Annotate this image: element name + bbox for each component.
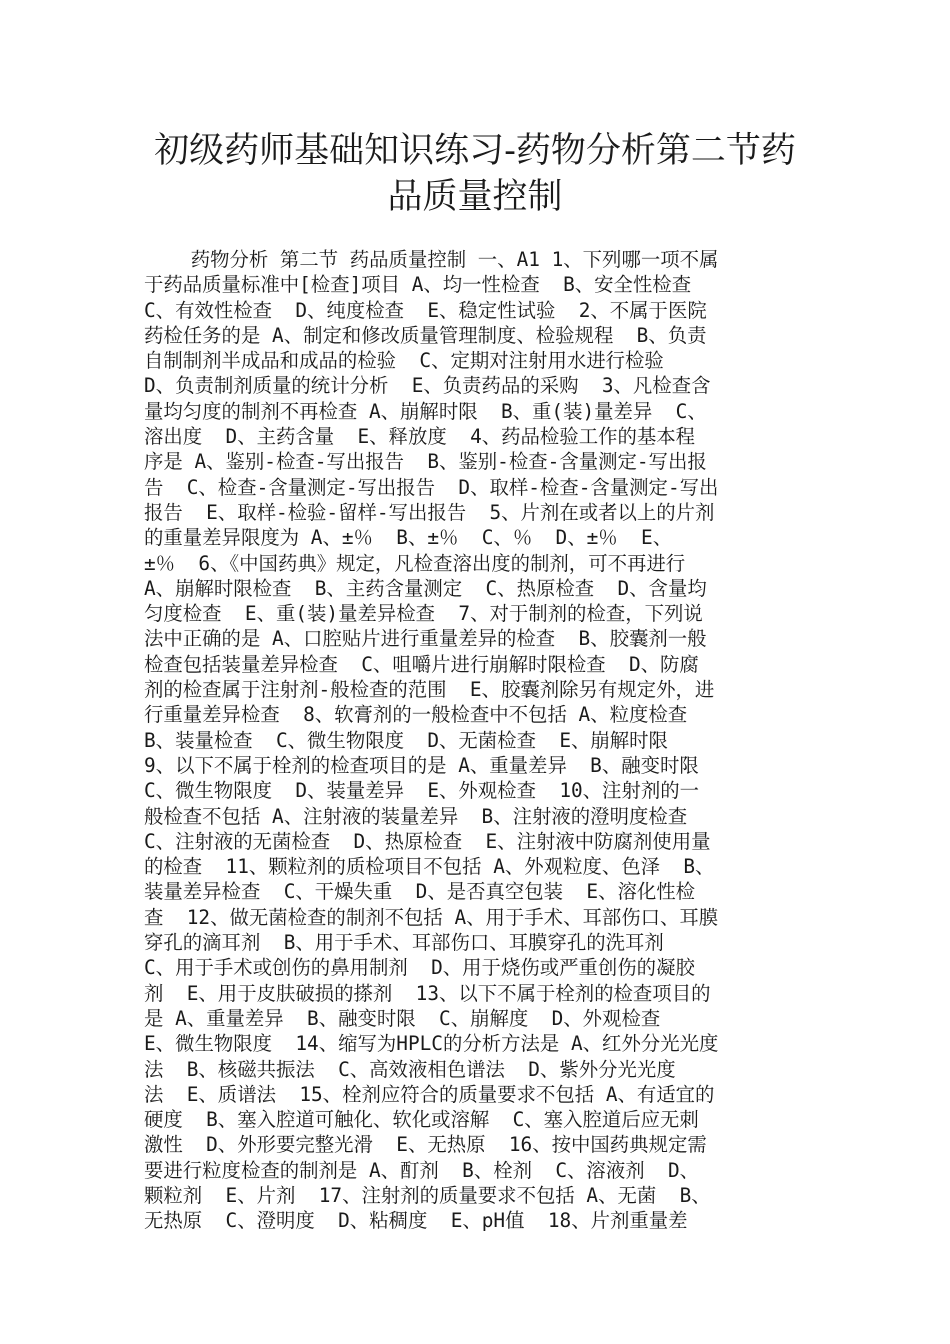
body-line: 自制制剂半成品和成品的检验 C、定期对注射用水进行检验 <box>144 349 664 373</box>
body-line: B、装量检查 C、微生物限度 D、无菌检查 E、崩解时限 <box>144 728 668 752</box>
body-line: 查 12、做无菌检查的制剂不包括 A、用于手术、耳部伤口、耳膜 <box>144 905 719 929</box>
body-line: C、注射液的无菌检查 D、热原检查 E、注射液中防腐剂使用量 <box>144 829 711 853</box>
body-line: 检查包括装量差异检查 C、咀嚼片进行崩解时限检查 D、防腐 <box>144 652 699 676</box>
body-line: 药物分析 第二节 药品质量控制 一、A1 1、下列哪一项不属 <box>144 248 719 271</box>
body-line: 激性 D、外形要完整光滑 E、无热原 16、按中国药典规定需 <box>144 1133 707 1157</box>
body-line: 溶出度 D、主药含量 E、释放度 4、药品检验工作的基本程 <box>144 425 696 449</box>
body-line: 行重量差异检查 8、软膏剂的一般检查中不包括 A、粒度检查 <box>144 703 688 727</box>
body-line: 报告 E、取样-检验-留样-写出报告 5、片剂在或者以上的片剂 <box>144 500 715 524</box>
body-line: 序是 A、鉴别-检查-写出报告 B、鉴别-检查-含量测定-写出报 <box>144 450 707 474</box>
body-line: 的重量差异限度为 A、±％ B、±％ C、％ D、±％ E、 <box>144 526 673 550</box>
body-line: D、负责制剂质量的统计分析 E、负责药品的采购 3、凡检查含 <box>144 374 711 398</box>
document-title <box>120 128 830 220</box>
body-line: 法中正确的是 A、口腔贴片进行重量差异的检查 B、胶囊剂一般 <box>144 627 707 651</box>
body-line: 药检任务的是 A、制定和修改质量管理制度、检验规程 B、负责 <box>144 323 707 347</box>
title-line-1: 初级药师基础知识练习-药物分析第二节药 <box>154 131 796 171</box>
body-line: 剂的检查属于注射剂-般检查的范围 E、胶囊剂除另有规定外，进 <box>144 678 715 702</box>
body-line: 要进行粒度检查的制剂是 A、酊剂 B、栓剂 C、溶液剂 D、 <box>144 1158 700 1182</box>
body-line: 量均匀度的制剂不再检查 A、崩解时限 B、重(装)量差异 C、 <box>144 399 707 423</box>
body-line: 法 B、核磁共振法 C、高效液相色谱法 D、紫外分光光度 <box>144 1057 676 1081</box>
body-line: 硬度 B、塞入腔道可触化、软化或溶解 C、塞入腔道后应无刺 <box>144 1108 699 1132</box>
body-line: 的检查 11、颗粒剂的质检项目不包括 A、外观粒度、色泽 B、 <box>144 855 715 879</box>
title-line-2: 品质量控制 <box>387 177 563 217</box>
body-line: ±％ 6、《中国药典》规定，凡检查溶出度的制剂，可不再进行 <box>144 551 686 575</box>
body-line: A、崩解时限检查 B、主药含量测定 C、热原检查 D、含量均 <box>144 576 707 600</box>
body-line: 般检查不包括 A、注射液的装量差异 B、注射液的澄明度检查 <box>144 804 688 828</box>
body-line: 装量差异检查 C、干燥失重 D、是否真空包装 E、溶化性检 <box>144 880 696 904</box>
body-line: C、微生物限度 D、装量差异 E、外观检查 10、注射剂的一 <box>144 779 700 803</box>
body-line: 无热原 C、澄明度 D、粘稠度 E、pH值 18、片剂重量差 <box>144 1209 688 1233</box>
body-line: 匀度检查 E、重(装)量差异检查 7、对于制剂的检查，下列说 <box>144 602 703 626</box>
body-line: 法 E、质谱法 15、栓剂应符合的质量要求不包括 A、有适宜的 <box>144 1082 715 1106</box>
body-line: 9、以下不属于栓剂的检查项目的是 A、重量差异 B、融变时限 <box>144 753 699 777</box>
body-line: C、有效性检查 D、纯度检查 E、稳定性试验 2、不属于医院 <box>144 298 707 322</box>
body-line: 穿孔的滴耳剂 B、用于手术、耳部伤口、耳膜穿孔的洗耳剂 <box>144 931 664 955</box>
document-body <box>144 247 809 1234</box>
body-line: 是 A、重量差异 B、融变时限 C、崩解度 D、外观检查 <box>144 1006 661 1030</box>
body-line: 于药品质量标准中[检查]项目 A、均一性检查 B、安全性检查 <box>144 273 692 297</box>
body-line: 剂 E、用于皮肤破损的搽剂 13、以下不属于栓剂的检查项目的 <box>144 981 711 1005</box>
body-line: 告 C、检查-含量测定-写出报告 D、取样-检查-含量测定-写出 <box>144 475 719 499</box>
body-line: E、微生物限度 14、缩写为HPLC的分析方法是 A、红外分光光度 <box>144 1032 719 1056</box>
body-line: 颗粒剂 E、片剂 17、注射剂的质量要求不包括 A、无菌 B、 <box>144 1183 711 1207</box>
body-line: C、用于手术或创伤的鼻用制剂 D、用于烧伤或严重创伤的凝胶 <box>144 956 695 980</box>
